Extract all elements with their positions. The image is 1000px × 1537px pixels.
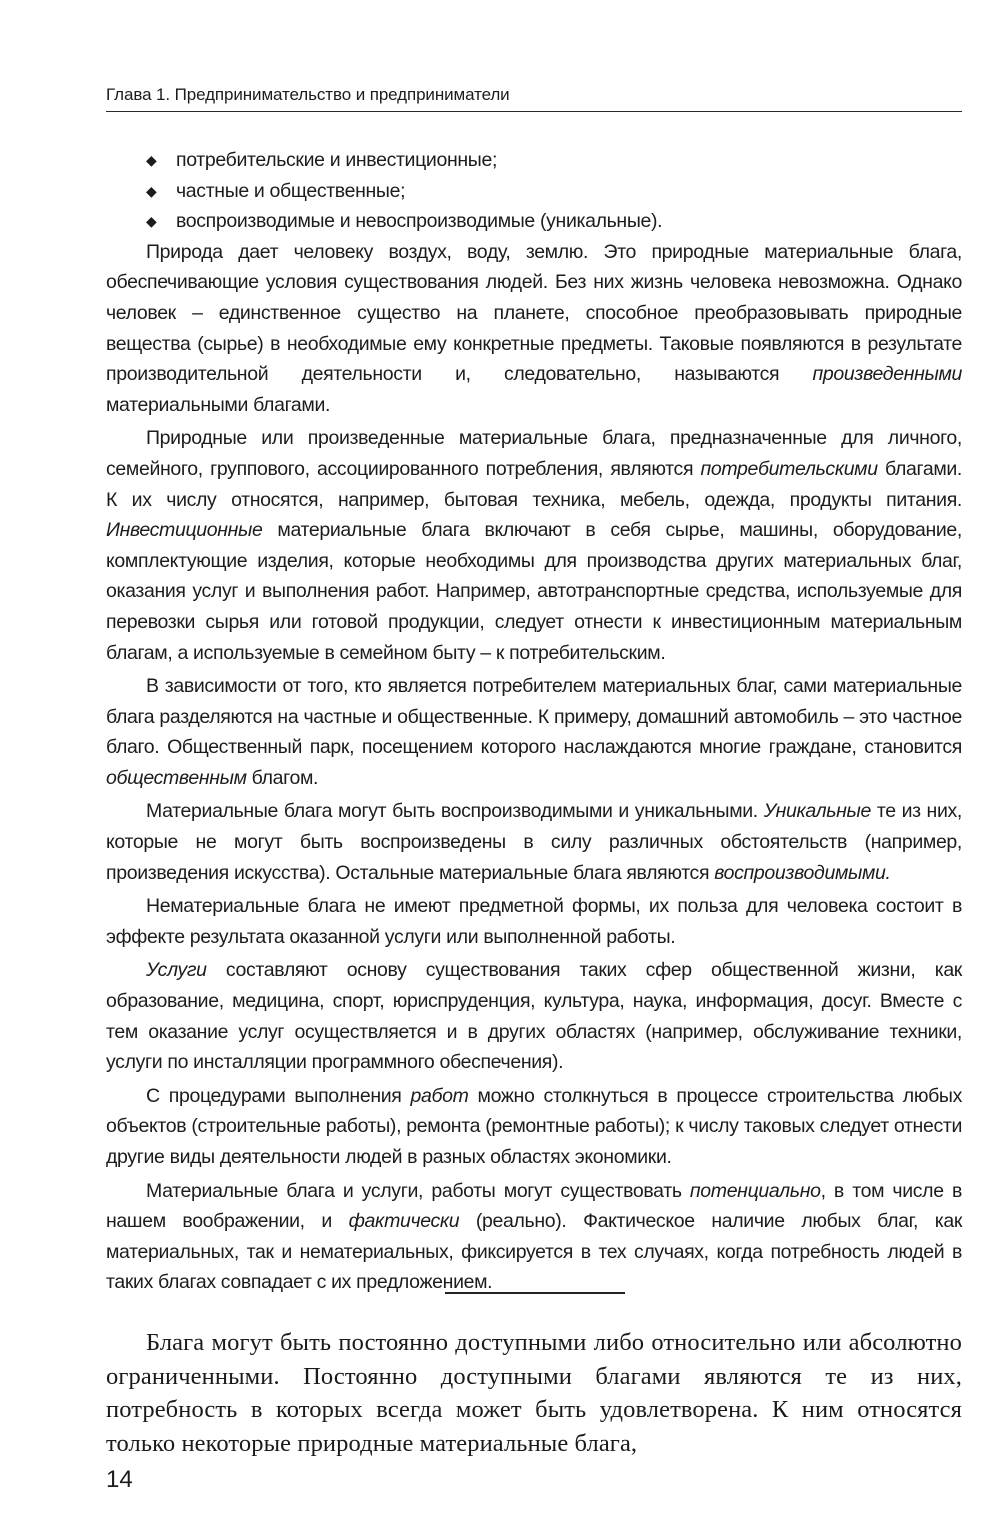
paragraph-consumer-goods: Природные или произведенные материальные блага, предназначенные для личного, семейного, группового, ассоциированного потребления, являются потребительскими благами. К их числу относятся, например, бытовая техника, мебель, одежда, продукты питания. Инвестиционные материальные блага включают в себя сырье, машины, оборудование, комплектующие изделия, которые необходимы для производства других материальных благ, оказания услуг и выполнения работ. Например, автотранспортные средства, используемые для перевозки сырья или готовой продукции, следует отнести к инвестиционным материальным благам, а используемые в семейном быту – к потребительским. xyxy=(106,427,962,664)
list-item: ◆ потребительские и инвестиционные; xyxy=(106,145,962,176)
running-head xyxy=(106,83,962,112)
section-divider xyxy=(445,1292,625,1294)
paragraph-intangible-goods: Нематериальные блага не имеют предметной формы, их польза для человека состоит в эффекте результата оказанной услуги или выполненной работы. xyxy=(106,895,962,948)
paragraph-availability: Блага могут быть постоянно доступными либо относительно или абсолютно ограниченными. Постоянно доступными благами являются те из них, потребность в которых всегда может быть удовлетворена. К ним относятся только некоторые природные материальные блага, xyxy=(106,1329,962,1457)
paragraph-services: Услуги составляют основу существования таких сфер общественной жизни, как образование, медицина, спорт, юриспруденция, культура, наука, информация, досуг. Вместе с тем оказание услуг осуществляется и в других областях (например, обслуживание техники, услуги по инсталляции программного обеспечения). xyxy=(106,959,962,1074)
bullet-icon: ◆ xyxy=(146,182,157,199)
serif-text-block xyxy=(106,1326,962,1460)
paragraph-works: С процедурами выполнения работ можно столкнуться в процессе строительства любых объектов (строительные работы), ремонта (ремонтные работы); к числу таковых следует отнести другие виды деятельности людей в разных областях экономики. xyxy=(106,1084,962,1168)
page-number: 14 xyxy=(106,1466,133,1493)
list-item: ◆ частные и общественные; xyxy=(106,176,962,207)
paragraph-unique-goods: Материальные блага могут быть воспроизводимыми и уникальными. Уникальные те из них, которые не могут быть воспроизведены в силу различных обстоятельств (например, произведения искусства). Остальные материальные блага являются воспроизводимыми. xyxy=(106,800,962,884)
bullet-icon: ◆ xyxy=(146,213,157,230)
body-text xyxy=(106,145,962,1301)
paragraph-private-public: В зависимости от того, кто является потребителем материальных благ, сами материальные блага разделяются на частные и общественные. К примеру, домашний автомобиль – это частное благо. Общественный парк, посещением которого наслаждаются многие граждане, становится общественным благом. xyxy=(106,675,962,789)
bullet-icon: ◆ xyxy=(146,152,157,168)
paragraph-potential-actual: Материальные блага и услуги, работы могут существовать потенциально, в том числе в нашем воображении, и фактически (реально). Фактическое наличие любых благ, как материальных, так и нематериальных, фиксируется в тех случаях, когда потребность людей в таких благах совпадает с их предложением. xyxy=(106,1179,962,1294)
bullet-list xyxy=(106,145,962,237)
running-head-text: Глава 1. Предпринимательство и предприниматели xyxy=(106,85,510,104)
paragraph-natural-goods: Природа дает человеку воздух, воду, землю. Это природные материальные блага, обеспечивающие условия существования людей. Без них жизнь человека невозможна. Однако человек – единственное существо на планете, способное преобразовывать природные вещества (сырье) в необходимые ему конкретные предметы. Таковые появляются в результате производительной деятельности и, следовательно, называются произведенными материальными благами. xyxy=(106,240,962,416)
list-item: ◆ воспроизводимые и невоспроизводимые (уникальные). xyxy=(106,206,962,237)
